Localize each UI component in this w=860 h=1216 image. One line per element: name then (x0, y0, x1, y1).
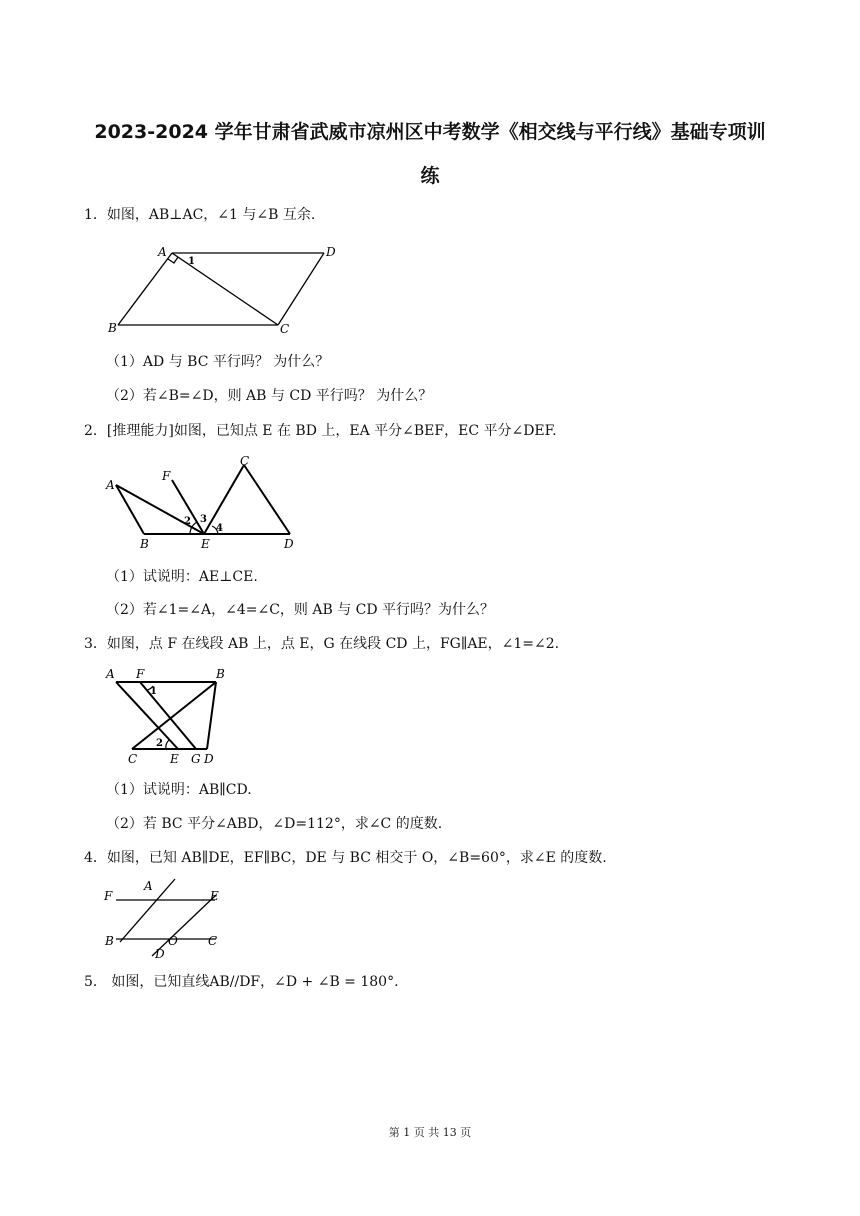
q2-angle-4: 4 (216, 523, 223, 534)
q3-label-c: C (128, 752, 138, 766)
q3-angle-2: 2 (156, 738, 163, 749)
question-1-text: 1．如图，AB⊥AC，∠1 与∠B 互余. (84, 207, 316, 223)
q2-angle-3: 3 (200, 514, 207, 525)
question-4-text: 4．如图，已知 AB∥DE，EF∥BC，DE 与 BC 相交于 O，∠B=60°，求∠E 的度数. (84, 850, 607, 866)
q4-label-b: B (105, 934, 114, 948)
question-1-figure (104, 240, 344, 340)
page-footer: 第 1 页 共 13 页 (388, 1126, 472, 1139)
q2-label-d: D (284, 537, 294, 551)
q3-angle-1: 1 (150, 686, 157, 697)
question-3-figure (100, 664, 240, 768)
q3-label-b: B (216, 667, 225, 681)
question-3-part-2: （2）若 BC 平分∠ABD，∠D=112°，求∠C 的度数. (106, 816, 443, 832)
question-2-part-1: （1）试说明：AE⊥CE. (106, 569, 258, 585)
q1-angle-1: 1 (188, 256, 195, 267)
question-3-part-1: （1）试说明：AB∥CD. (106, 782, 252, 798)
question-2-figure (100, 452, 310, 552)
q2-angle-2: 2 (184, 516, 191, 527)
q4-label-c: C (208, 934, 218, 948)
q2-label-c: C (240, 454, 250, 468)
q1-label-c: C (280, 322, 290, 336)
q3-label-f: F (136, 667, 145, 681)
q1-label-b: B (108, 321, 117, 335)
q3-label-e: E (170, 752, 179, 766)
q2-label-a: A (106, 478, 115, 492)
question-4-figure (100, 876, 230, 960)
question-5-text: 5． 如图，已知直线AB//DF，∠D + ∠B = 180°. (84, 974, 399, 990)
document-title-line-1: 2023-2024 学年甘肃省武威市凉州区中考数学《相交线与平行线》基础专项训 (94, 121, 766, 143)
q2-label-e: E (201, 537, 210, 551)
question-2-part-2: （2）若∠1=∠A，∠4=∠C，则 AB 与 CD 平行吗？为什么？ (106, 602, 495, 618)
q4-label-e: E (210, 889, 219, 903)
question-3-text: 3．如图，点 F 在线段 AB 上，点 E，G 在线段 CD 上，FG∥AE，∠1=∠2. (84, 636, 560, 652)
question-1-part-1: （1）AD 与 BC 平行吗？ 为什么？ (106, 354, 330, 370)
q4-label-a: A (144, 879, 153, 893)
question-1-part-2: （2）若∠B=∠D，则 AB 与 CD 平行吗？ 为什么？ (106, 388, 433, 404)
q3-label-g: G (191, 752, 201, 766)
q3-label-d: D (204, 752, 214, 766)
q4-label-o: O (168, 934, 178, 948)
question-2-text: 2．[推理能力]如图，已知点 E 在 BD 上，EA 平分∠BEF，EC 平分∠DEF. (84, 423, 557, 439)
document-title-line-2: 练 (420, 165, 440, 187)
q4-label-d: D (155, 947, 165, 960)
q4-label-f: F (104, 889, 113, 903)
q1-label-d: D (326, 245, 336, 259)
q2-label-f: F (162, 469, 171, 483)
q1-label-a: A (158, 245, 167, 259)
q2-label-b: B (140, 537, 149, 551)
q3-label-a: A (106, 667, 115, 681)
